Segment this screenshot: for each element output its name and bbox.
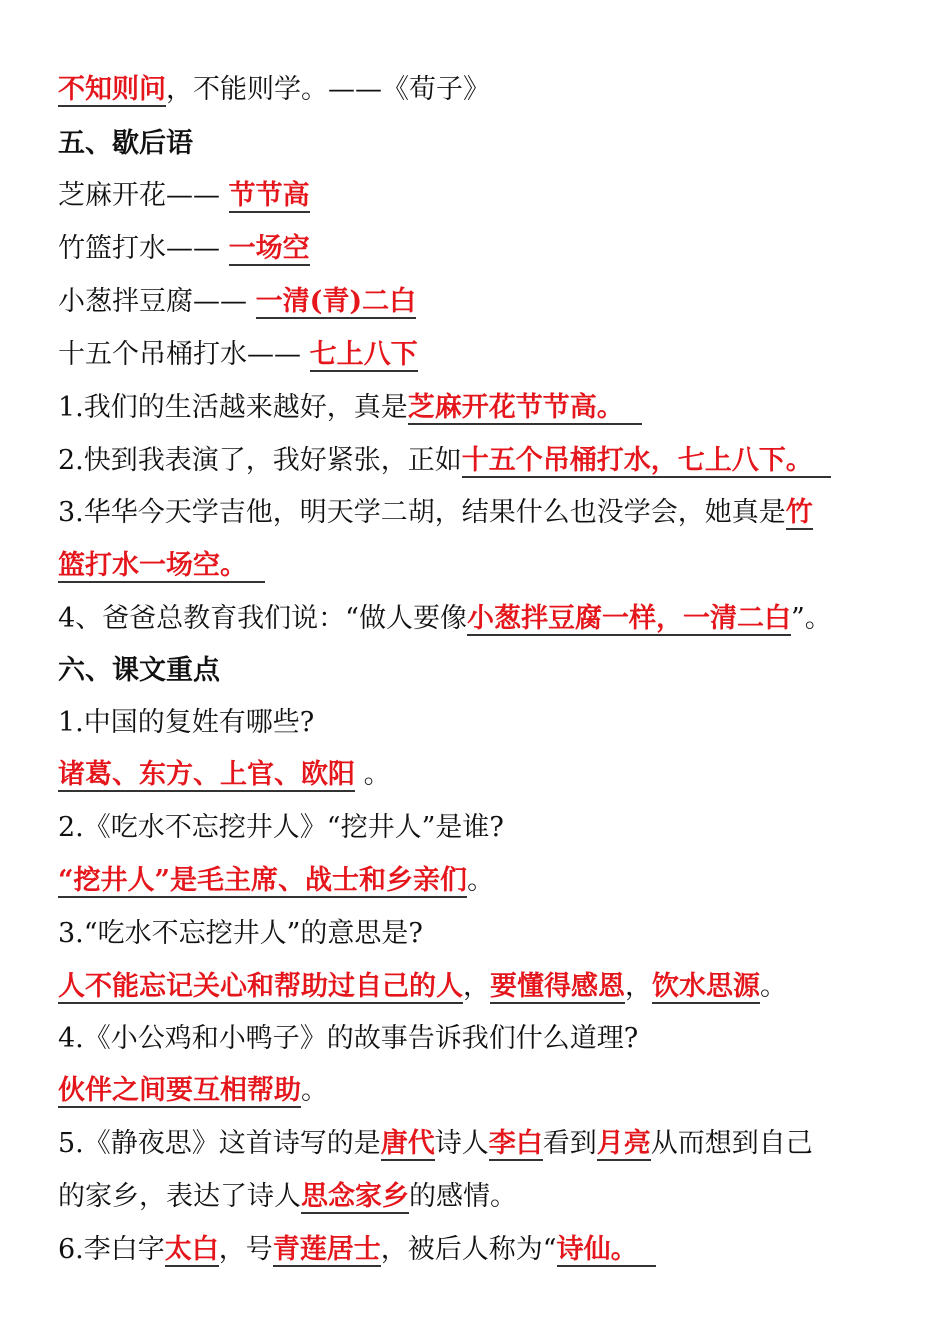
answer-tail: 。 (363, 759, 391, 790)
sentence-text: 3.华华今天学吉他，明天学二胡，结果什么也没学会，她真是 (58, 497, 786, 528)
q6-answer-title: 诗仙。 (557, 1234, 656, 1267)
sentence-tail: ”。 (790, 603, 832, 634)
quote-line (58, 72, 910, 108)
q5-line-1 (58, 1126, 910, 1162)
xiehouyu-front: 十五个吊桶打水—— (58, 339, 310, 370)
xiehouyu-front: 芝麻开花—— (58, 180, 229, 211)
xiehouyu-row (58, 178, 910, 214)
q5-answer-dynasty: 唐代 (380, 1128, 435, 1159)
q5-text: 的感情。 (409, 1181, 517, 1212)
sentence-row-continued (58, 548, 910, 584)
q5-text: 诗人 (434, 1128, 489, 1159)
q5-text: 从而想到自己 (650, 1128, 813, 1159)
answer-row (58, 1073, 910, 1109)
answer-text: 饮水思源 (652, 971, 760, 1002)
q6-answer-zi: 太白 (164, 1234, 219, 1265)
sentence-text: 1.我们的生活越来越好，真是 (58, 392, 408, 423)
question: 3.“吃水不忘挖井人”的意思是? (58, 918, 423, 949)
answer-text: “挖井人”是毛主席、战士和乡亲们 (58, 865, 468, 896)
q6-answer-hao: 青莲居士 (272, 1234, 381, 1265)
sentence-row (58, 495, 910, 531)
answer-row (58, 969, 910, 1005)
xiehouyu-row (58, 337, 910, 373)
section5-heading: 五、歇后语 (58, 128, 193, 159)
sentence-row (58, 390, 910, 426)
xiehouyu-row (58, 284, 910, 320)
q5-answer-poet: 李白 (488, 1128, 543, 1159)
sentence-answer: 芝麻开花节节高。 (408, 392, 642, 425)
answer-separator: ， (625, 971, 652, 1002)
sentence-answer: 十五个吊桶打水，七上八下。 (462, 445, 831, 478)
quote-answer: 不知则问 (58, 74, 166, 105)
sentence-row (58, 601, 910, 637)
q6-line (58, 1232, 910, 1268)
q5-answer-feeling: 思念家乡 (301, 1181, 409, 1212)
question: 2.《吃水不忘挖井人》“挖井人”是谁? (58, 812, 504, 843)
q5-text: 5.《静夜思》这首诗写的是 (58, 1128, 381, 1159)
question: 1.中国的复姓有哪些? (58, 707, 315, 738)
xiehouyu-front: 竹篮打水—— (58, 233, 229, 264)
answer-text: 诸葛、东方、上官、欧阳 (58, 759, 355, 790)
q5-text: 看到 (542, 1128, 597, 1159)
xiehouyu-answer: 七上八下 (309, 339, 418, 370)
q5-line-2 (58, 1179, 910, 1215)
answer-text: 要懂得感恩 (490, 971, 625, 1002)
answer-tail: 。 (760, 971, 787, 1002)
q6-text: ，号 (218, 1234, 273, 1265)
sentence-text: 4、爸爸总教育我们说：“做人要像 (58, 603, 467, 634)
xiehouyu-answer: 一场空 (228, 233, 310, 264)
quote-text: ，不能则学。——《荀子》 (166, 74, 490, 105)
answer-row (58, 863, 910, 899)
sentence-answer: 竹 (785, 497, 813, 528)
xiehouyu-answer: 节节高 (228, 180, 310, 211)
answer-text: 人不能忘记关心和帮助过自己的人 (58, 971, 463, 1002)
q5-text: 的家乡，表达了诗人 (58, 1181, 301, 1212)
answer-separator: ， (463, 971, 490, 1002)
xiehouyu-row (58, 231, 910, 267)
sentence-text: 2.快到我表演了，我好紧张，正如 (58, 445, 462, 476)
answer-tail: 。 (467, 865, 495, 896)
answer-text: 伙伴之间要互相帮助 (58, 1075, 301, 1106)
q5-answer-moon: 月亮 (596, 1128, 651, 1159)
sentence-answer: 小葱拌豆腐一样，一清二白 (466, 603, 791, 634)
answer-row (58, 757, 910, 793)
answer-tail: 。 (301, 1075, 328, 1106)
q6-text: ，被后人称为“ (380, 1234, 557, 1265)
question: 4.《小公鸡和小鸭子》的故事告诉我们什么道理? (58, 1023, 639, 1054)
sentence-row (58, 443, 910, 479)
section6-heading: 六、课文重点 (58, 655, 220, 686)
q6-text: 6.李白字 (58, 1234, 165, 1265)
xiehouyu-front: 小葱拌豆腐—— (58, 286, 256, 317)
sentence-answer: 篮打水一场空。 (58, 550, 265, 583)
xiehouyu-answer: 一清(青)二白 (255, 286, 417, 317)
